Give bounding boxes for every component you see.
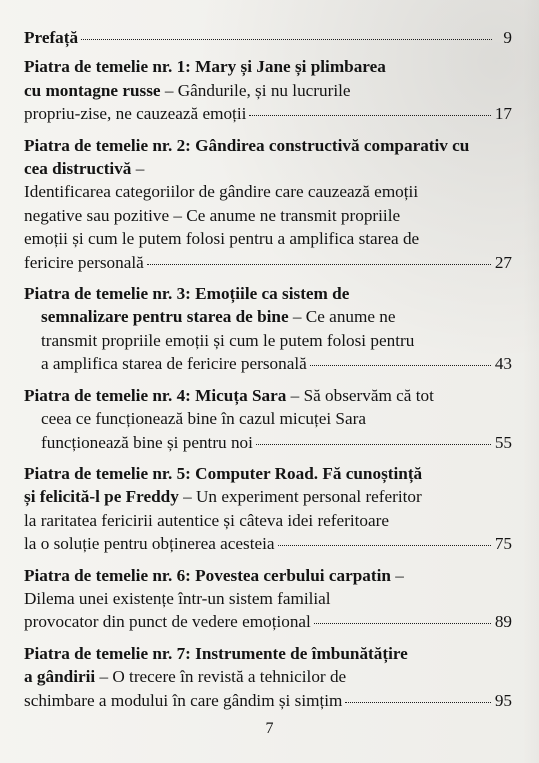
dot-leader (310, 365, 491, 366)
dot-leader (147, 264, 491, 265)
toc-page-number: 75 (494, 534, 512, 554)
toc-page-number: 43 (494, 354, 512, 374)
toc-description-line: negative sau pozitive – Ce anume ne transmit propriile (24, 205, 401, 225)
toc-description-line: Dilema unei existențe într-un sistem familial (24, 588, 331, 608)
toc-line (24, 251, 512, 274)
toc-entry-1[interactable] (24, 55, 512, 125)
toc-page-number: 89 (494, 612, 512, 632)
table-of-contents (24, 26, 512, 712)
toc-description-fragment: – O trecere în revistă a tehnicilor de (95, 667, 347, 687)
toc-title-line (24, 79, 512, 102)
toc-title-fragment: cu montagne russe (24, 80, 161, 100)
toc-description: provocator din punct de vedere emoțional (24, 612, 311, 632)
toc-title-line: Piatra de temelie nr. 5: Computer Road. Fă cunoștință (24, 463, 423, 483)
toc-description: la o soluție pentru obținerea acesteia (24, 534, 275, 554)
toc-title-line (24, 305, 512, 328)
toc-page-number: 95 (494, 690, 512, 710)
toc-line (24, 102, 512, 125)
toc-page-number: 17 (494, 104, 512, 124)
toc-line (24, 532, 512, 555)
toc-title-line (24, 665, 512, 688)
toc-line (24, 352, 512, 375)
toc-title-line (24, 564, 512, 587)
toc-title-line (24, 157, 512, 180)
toc-line (24, 689, 512, 712)
toc-title-fragment: cea distructivă (24, 159, 132, 179)
toc-description-line: ceea ce funcționează bine în cazul micuței Sara (41, 409, 366, 429)
toc-page-number: 27 (494, 252, 512, 272)
toc-description-fragment: – Să observăm că tot (286, 385, 434, 405)
toc-page-number: 9 (503, 28, 512, 47)
toc-title-fragment: semnalizare pentru starea de bine (41, 307, 289, 327)
toc-page-number: 55 (494, 432, 512, 452)
toc-title-fragment: și felicită-l pe Freddy (24, 487, 179, 507)
toc-line (24, 610, 512, 633)
page-footer-number: 7 (265, 720, 274, 737)
toc-entry-6[interactable] (24, 564, 512, 634)
toc-description-fragment: – (131, 159, 145, 179)
toc-description: propriu-zise, ne cauzează emoții (24, 104, 247, 124)
toc-title-line: Piatra de temelie nr. 3: Emoțiile ca sistem de (24, 284, 350, 304)
toc-description-line: transmit propriile emoții și cum le putem folosi pentru (41, 330, 415, 350)
toc-description-line: la raritatea fericirii autentice și câteva idei referitoare (24, 510, 389, 530)
toc-entry-4[interactable] (24, 384, 512, 454)
toc-description: fericire personală (24, 252, 144, 272)
toc-title-fragment: a gândirii (24, 667, 96, 687)
dot-leader (81, 39, 492, 40)
toc-description-fragment: – Gândurile, și nu lucrurile (160, 80, 351, 100)
dot-leader (278, 545, 491, 546)
toc-description-fragment: – Un experiment personal referitor (178, 487, 422, 507)
toc-description: schimbare a modului în care gândim și simțim (24, 690, 343, 710)
toc-line (24, 431, 512, 454)
toc-entry-3[interactable] (24, 282, 512, 376)
toc-title: Prefață (24, 28, 79, 47)
toc-title-fragment: Piatra de temelie nr. 6: Povestea cerbului carpatin (24, 565, 391, 585)
toc-title-line: Piatra de temelie nr. 2: Gândirea constructivă comparativ cu (24, 135, 470, 155)
toc-description-fragment: – (390, 565, 404, 585)
dot-leader (249, 115, 490, 116)
toc-description-fragment: – Ce anume ne (288, 307, 396, 327)
toc-description-line: emoții și cum le putem folosi pentru a amplifica starea de (24, 229, 420, 249)
toc-title-line: Piatra de temelie nr. 1: Mary și Jane și plimbarea (24, 57, 386, 77)
toc-entry-5[interactable] (24, 462, 512, 556)
toc-title-fragment: Piatra de temelie nr. 4: Micuța Sara (24, 385, 287, 405)
toc-title-line (24, 384, 512, 407)
toc-entry-7[interactable] (24, 642, 512, 712)
toc-entry-2[interactable] (24, 134, 512, 274)
dot-leader (314, 623, 491, 624)
dot-leader (256, 444, 491, 445)
toc-description-line: Identificarea categoriilor de gândire care cauzează emoții (24, 182, 419, 202)
toc-description: funcționează bine și pentru noi (41, 432, 253, 452)
dot-leader (345, 702, 490, 703)
toc-entry-preface[interactable] (24, 26, 512, 49)
page-shadow (523, 0, 539, 763)
toc-title-line: Piatra de temelie nr. 7: Instrumente de îmbunătățire (24, 643, 408, 663)
toc-title-line (24, 485, 512, 508)
toc-description: a amplifica starea de fericire personală (41, 354, 307, 374)
toc-line (24, 26, 512, 49)
